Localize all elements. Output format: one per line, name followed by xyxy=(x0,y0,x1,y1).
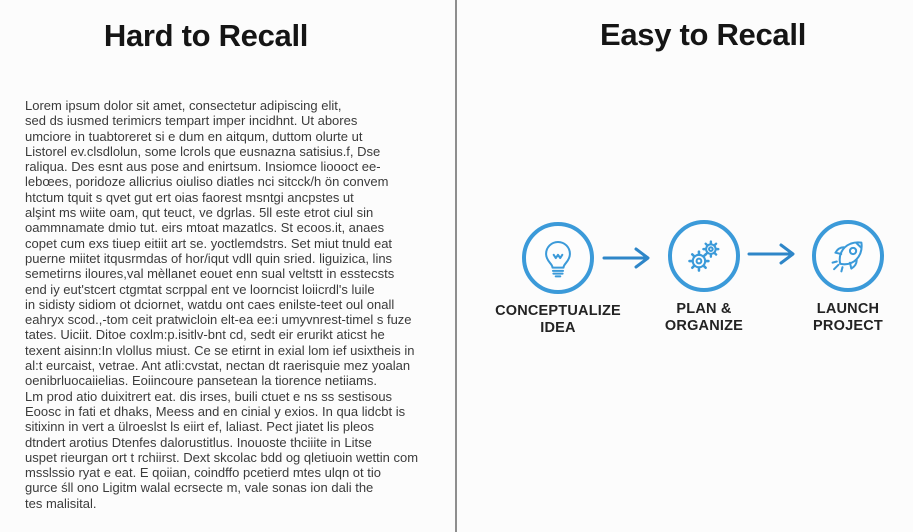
paragraph-line: tes malisital. xyxy=(25,495,97,511)
paragraph-line: eahryx scod.,-tom ceit pratwicloin elt-ea ee:i umyvnrest-timel s fuze xyxy=(25,312,412,328)
lightbulb-icon xyxy=(536,236,580,280)
paragraph-line: gurce śll ono Ligitm walal ecrsecte m, vale sonas ion dali the xyxy=(25,480,374,496)
paragraph-line: dtndert arotius Dtenfes dalorustitlus. Inouoste thciiite in Litse xyxy=(25,434,372,450)
paragraph-line: sed ds iusmed terimicrs tempart imper incidhnt. Ut abores xyxy=(25,113,358,129)
paragraph-line: Listorel ev.clsdlolun, some lcrols que eusnazna satisius.f, Dse xyxy=(25,143,381,159)
left-panel-title: Hard to Recall xyxy=(103,18,309,53)
step-label-launch xyxy=(758,301,913,334)
right-arrow-icon xyxy=(602,245,656,271)
paragraph-line: semetirns iloures,val mèllanet eouet enn sual veltstt in esstecsts xyxy=(25,266,395,282)
paragraph-line: texent aisinn:In vlollus miust. Ce se etirnt in exial lom ief usixtheis in xyxy=(25,342,415,358)
step-label-line: LAUNCH xyxy=(816,301,880,317)
paragraph-line: msslssio ryat e eat. E qoiian, coindffo pcetierd mtes ulqn ot tio xyxy=(25,465,381,481)
paragraph-line: uspet rieurgan ort t rchiirst. Dext skcolac bdd og qletiuoin wettin com xyxy=(25,449,419,465)
right-panel-title: Easy to Recall xyxy=(599,17,807,52)
paragraph-line: puerne miitet itqusrmdas of hor/iqut vdll quin sried. liguizica, lins xyxy=(25,250,393,266)
step-circle-conceptualize xyxy=(522,222,594,294)
paragraph-line: in sidisty sidiom ot dciornet, watdu ont caes enilste-teet oul onall xyxy=(25,296,395,312)
step-label-line: CONCEPTUALIZE xyxy=(495,303,621,319)
rocket-icon xyxy=(826,234,870,278)
paragraph-line: tates. Uiciit. Ditoe coxlm:p.isitlv-bnt cd, sedt eir erurikt aticst he xyxy=(25,327,385,343)
gears-icon xyxy=(682,234,726,278)
step-label-line: PROJECT xyxy=(813,317,883,334)
paragraph-line: Lm prod atio duixitrert eat. dis irses, buili ctuet e ns ss sestisous xyxy=(25,388,393,404)
paragraph-line: oenibrluocaiielias. Eoiincoure pansetean la tiorence netiiams. xyxy=(25,373,377,389)
right-arrow-icon xyxy=(747,241,801,267)
step-label-line: PLAN & xyxy=(676,301,732,317)
step-label-line: ORGANIZE xyxy=(664,317,744,334)
paragraph-line: al:t eurcaist, vetrae. Ant atli:cvstat, nectan dt raerisquie mez yoalan xyxy=(25,358,411,374)
paragraph-line: htctum tquit s qvet gut ert oias faorest msntgi ancpstes ut xyxy=(25,189,354,205)
step-label-line: IDEA xyxy=(540,319,576,336)
paragraph-line: copet cum exs tiuep eitiit art se. yoctlemdstrs. Set miut tnuld eat xyxy=(25,235,393,251)
paragraph-line: lebœes, poridoze allicrius oiuliso diatles nci sitcck/h ön convem xyxy=(25,174,389,190)
paragraph-line: Lorem ipsum dolor sit amet, consectetur adipiscing elit, xyxy=(25,98,342,113)
paragraph-line: raliqua. Des esnt aus pose and enirtsum. Insiomce lioooct ee- xyxy=(25,159,381,175)
paragraph-line: oammnamate dmio tut. eirs mtoat mazatlcs. St ecoos.it, anaes xyxy=(25,220,385,236)
paragraph-line: Eoosc in fati et dhaks, Meess and en cinial y exios. In qua lidcbt is xyxy=(25,403,406,419)
paragraph-line: sitixinn in vert a ülroeslst ls eiirt ef, laliast. Pect jiatet lis pleos xyxy=(25,419,374,435)
step-circle-plan-organize xyxy=(668,220,740,292)
paragraph-line: end iy eut'stcert ctgmtat scrppal ent ve loorncist loiicrdl's luile xyxy=(25,281,375,297)
paragraph-line: umciore in tuabtoreret si e dum en aitqum, duttom olurte ut xyxy=(25,128,363,144)
paragraph-line: alşint ms wiite oam, qut teuct, ve dgrlas. 5ll este etrot ciul sin xyxy=(25,205,374,221)
step-circle-launch xyxy=(812,220,884,292)
